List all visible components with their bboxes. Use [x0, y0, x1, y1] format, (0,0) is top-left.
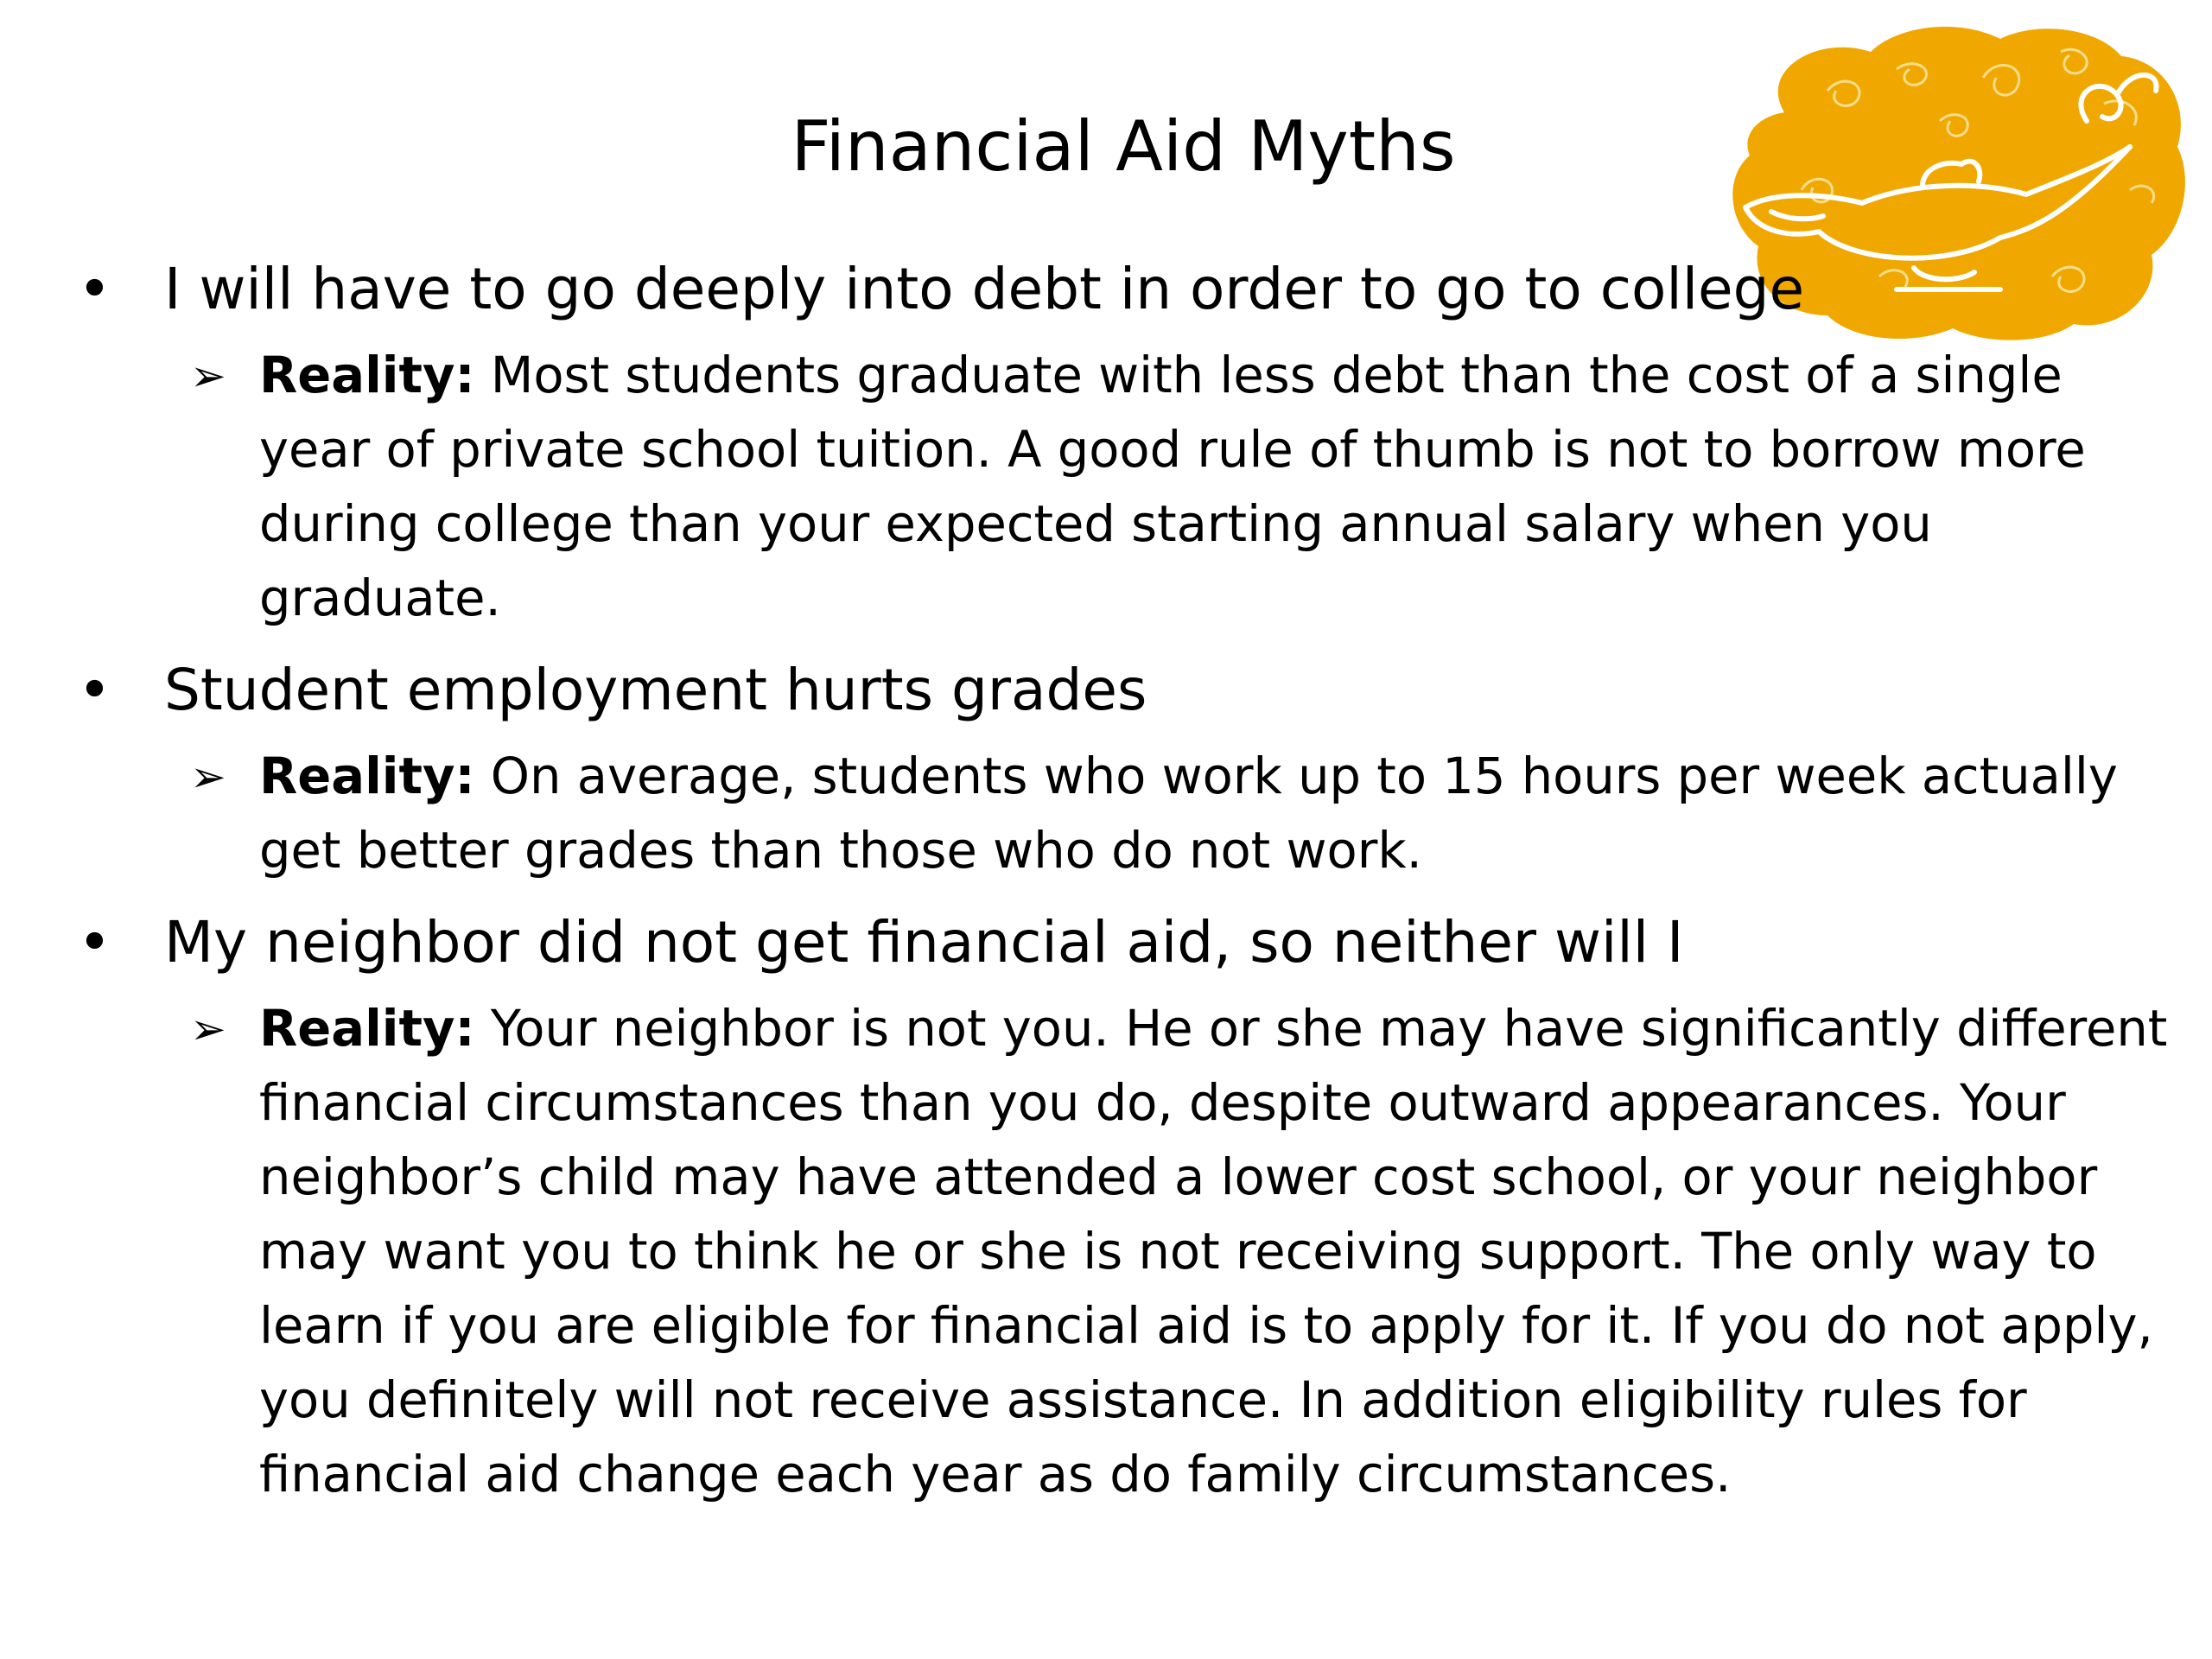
reality-text: On average, students who work up to 15 hours per week actually get better grades than those who do not work.	[259, 747, 2118, 880]
reality-label: Reality:	[259, 346, 475, 404]
reality-item	[78, 992, 2177, 1512]
myth-text: Student employment hurts grades	[164, 657, 1147, 723]
bullet-list	[78, 251, 2177, 1528]
myth-item	[78, 904, 2177, 982]
arrow-bullet-icon: ➢	[190, 752, 226, 802]
reality-item	[78, 339, 2177, 636]
reality-text: Most students graduate with less debt than the cost of a single year of private school tuition. A good rule of thumb is not to borrow more during college than your expected starting annual salary when you graduate.	[259, 346, 2086, 627]
reality-item	[78, 740, 2177, 888]
bullet-icon: •	[78, 657, 111, 723]
bullet-icon: •	[78, 909, 111, 976]
myth-item	[78, 652, 2177, 729]
myth-text: My neighbor did not get financial aid, so neither will I	[164, 909, 1684, 976]
reality-text: Your neighbor is not you. He or she may have significantly different financial circumstances than you do, despite outward appearances. Your neighbor’s child may have attended a lower cost school, or your neighbor may want you to think he or she is not receiving support. The only way to learn if you are eligible for financial aid is to apply for it. If you do not apply, you definitely will not receive assistance. In addition eligibility rules for financial aid change each year as do family circumstances.	[259, 1000, 2168, 1503]
arrow-bullet-icon: ➢	[190, 1004, 226, 1054]
slide-title: Financial Aid Myths	[791, 106, 1456, 187]
myth-item	[78, 251, 2177, 328]
reality-label: Reality:	[259, 1000, 475, 1058]
bullet-icon: •	[78, 256, 111, 322]
myth-text: I will have to go deeply into debt in order to go to college	[164, 256, 1805, 322]
arrow-bullet-icon: ➢	[190, 351, 226, 401]
reality-label: Reality:	[259, 747, 475, 805]
